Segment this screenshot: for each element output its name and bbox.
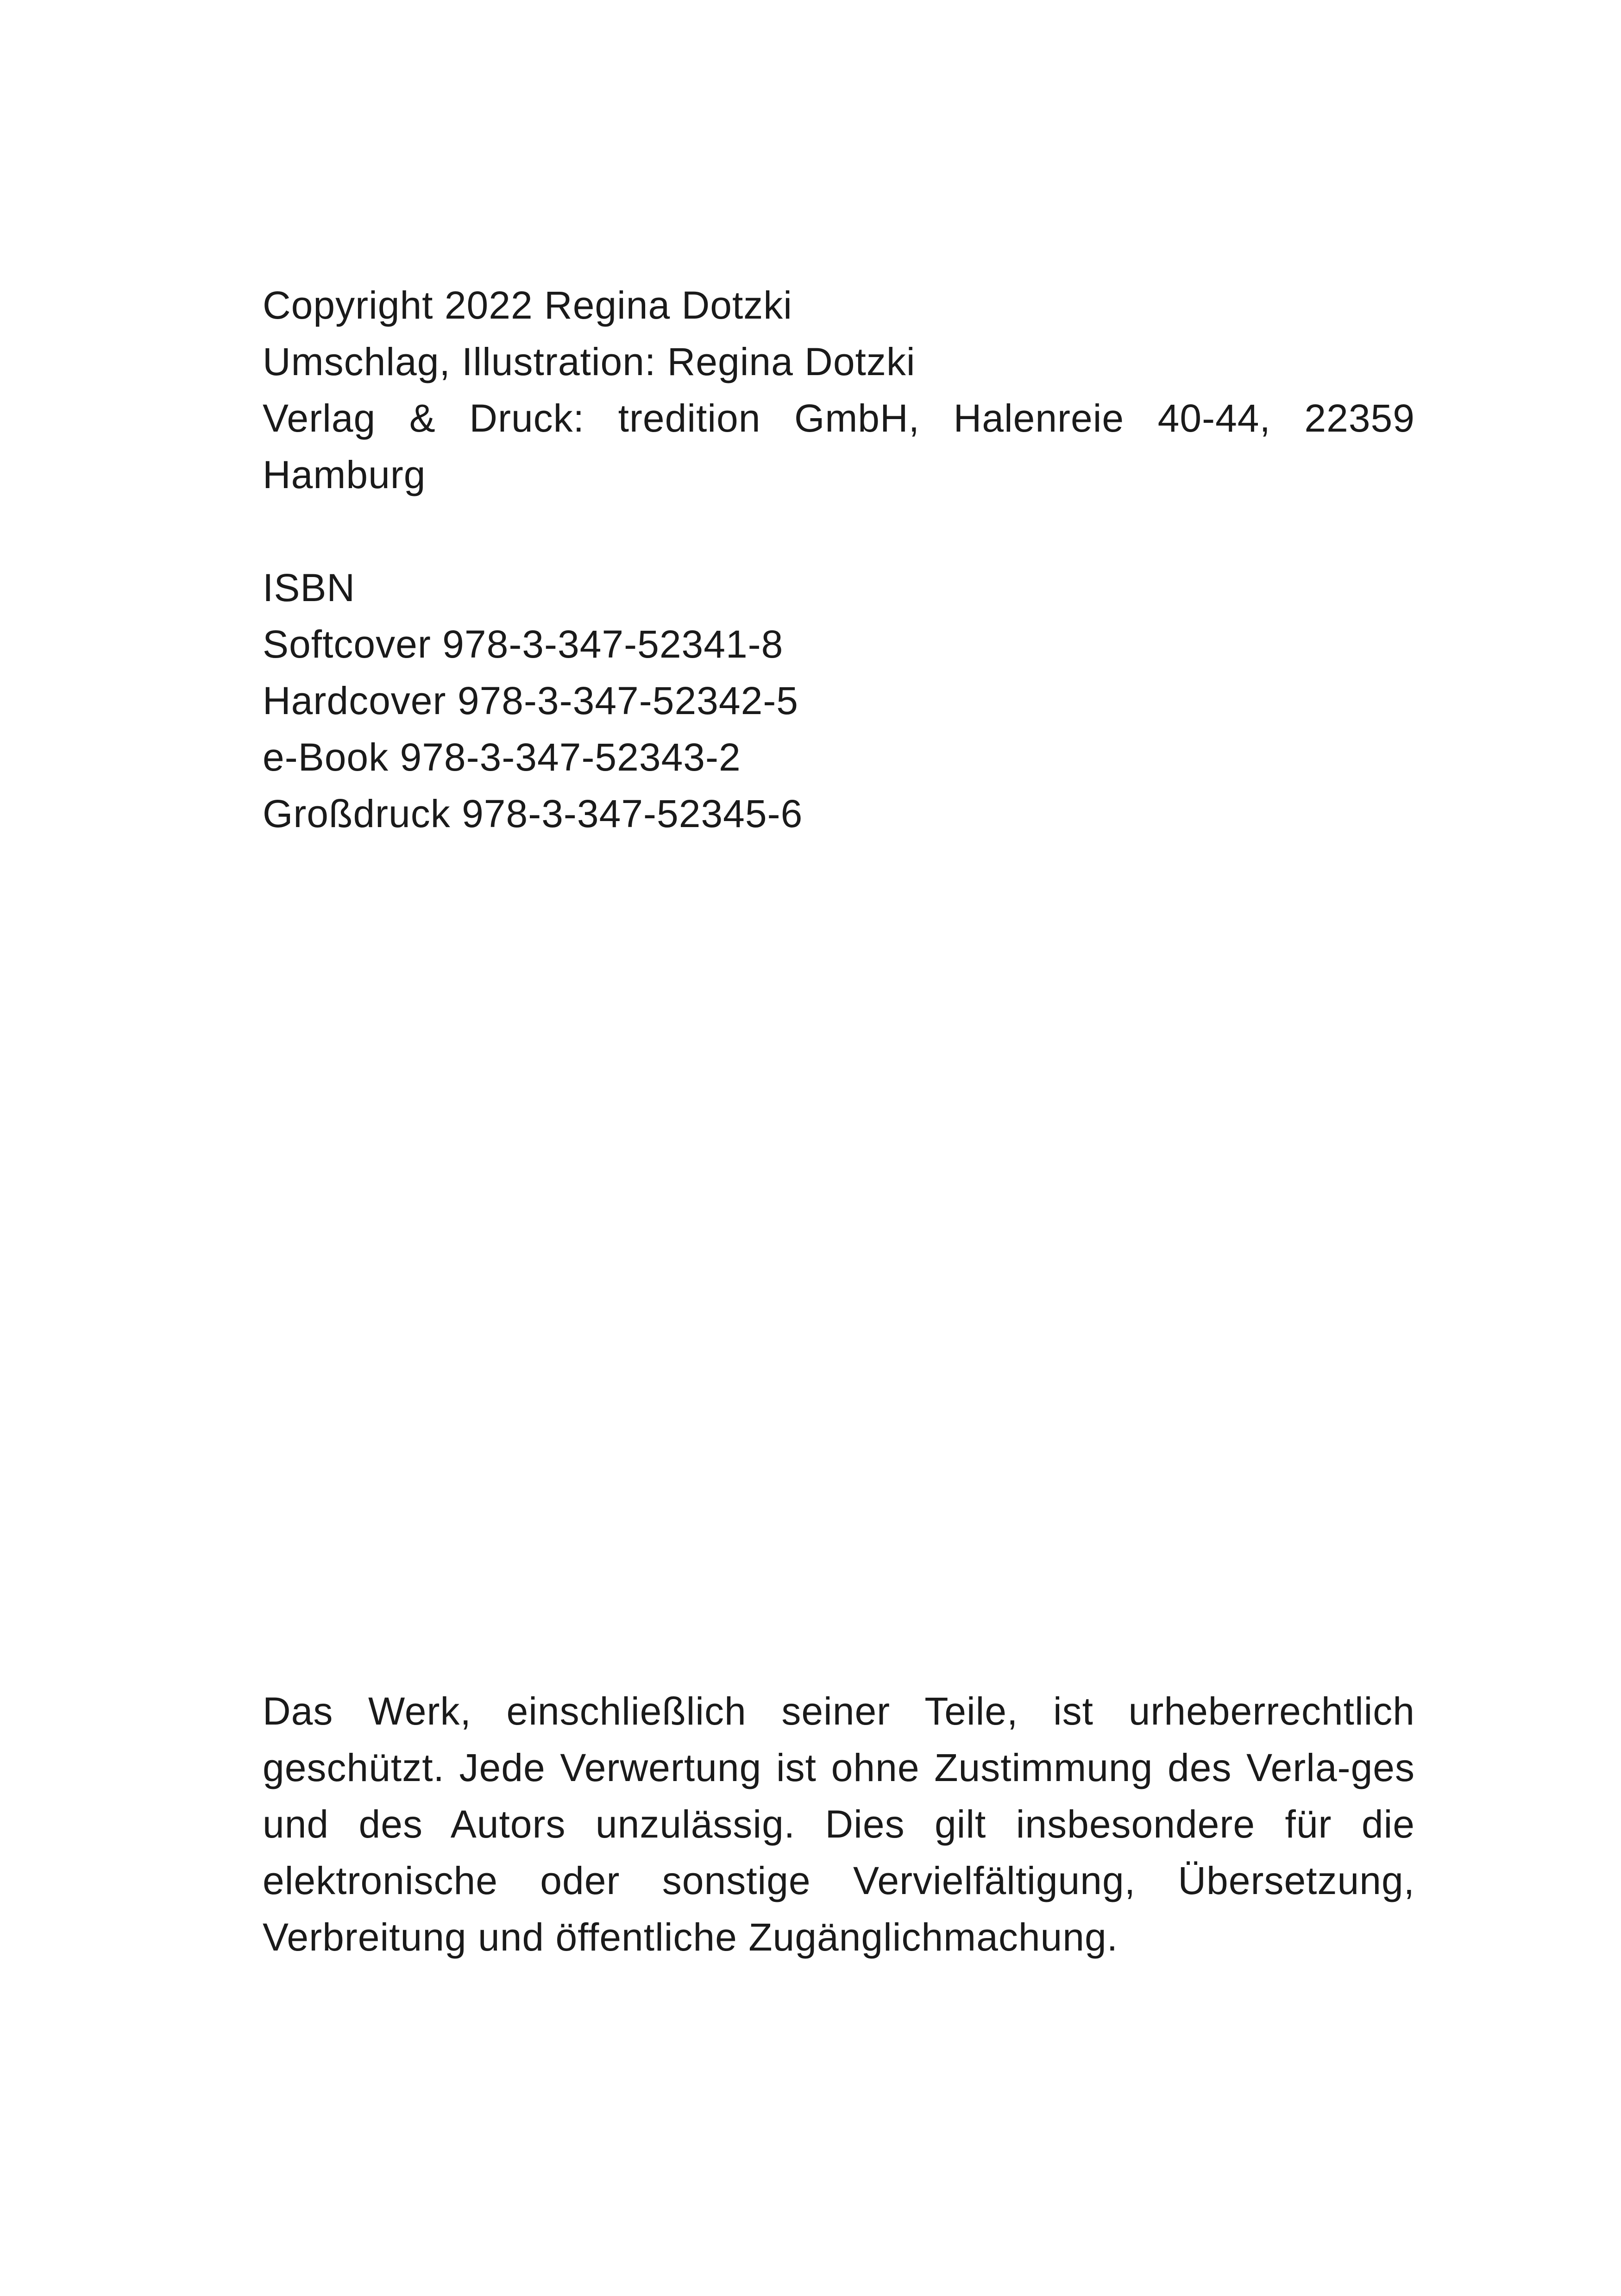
isbn-ebook: e-Book 978-3-347-52343-2 [263,735,741,779]
publisher-line: Verlag & Druck: tredition GmbH, Halenreie 40-44, 22359 [263,396,1415,440]
isbn-block [263,559,1415,842]
rights-notice-block [263,1683,1415,1965]
isbn-large-print: Großdruck 978-3-347-52345-6 [263,792,803,835]
isbn-softcover: Softcover 978-3-347-52341-8 [263,622,784,666]
copyright-line: Copyright 2022 Regina Dotzki [263,283,792,327]
rights-notice-text: Das Werk, einschließlich seiner Teile, ist urheberrechtlich geschützt. Jede Verwertung ist ohne Zustimmung des Verla-ges und des Autors unzulässig. Dies gilt insbesondere für die elektronische oder sonstige Vervielfältigung, Übersetzung, Verbreitung und öffentliche Zugänglichmachung. [263,1689,1415,1959]
imprint-block [263,277,1415,503]
isbn-heading: ISBN [263,566,356,609]
publisher-city-line: Hamburg [263,453,426,496]
isbn-hardcover: Hardcover 978-3-347-52342-5 [263,679,799,722]
cover-credit-line: Umschlag, Illustration: Regina Dotzki [263,340,916,383]
